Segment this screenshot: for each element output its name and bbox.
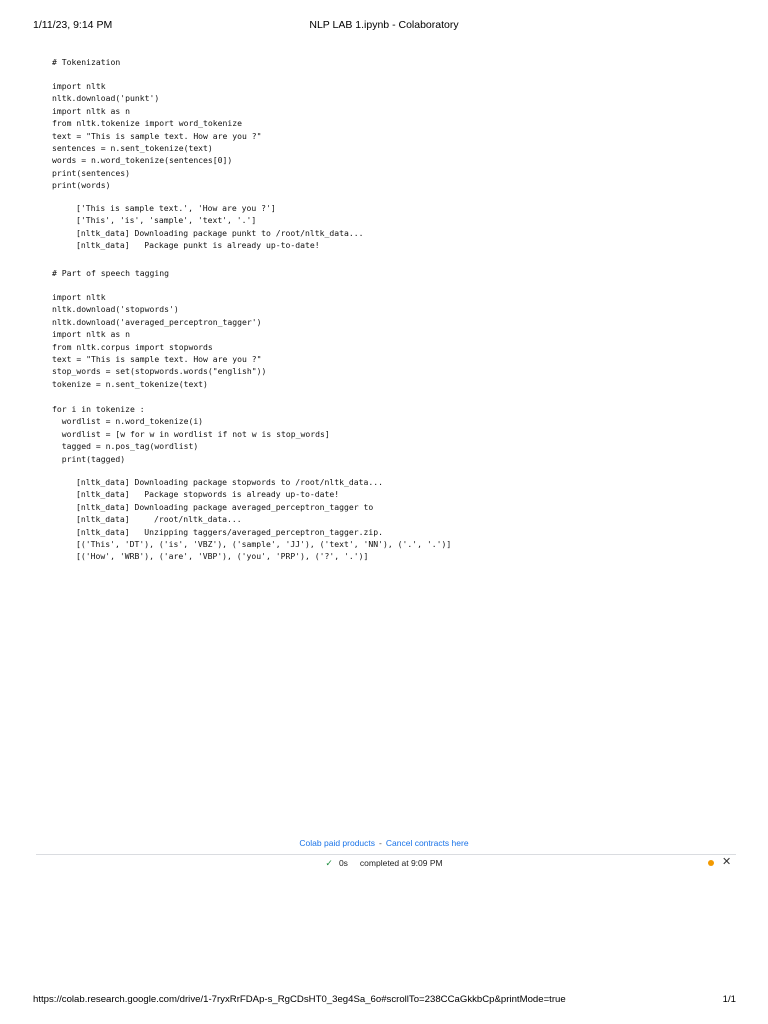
- print-header-date: 1/11/23, 9:14 PM: [33, 19, 113, 31]
- code-line: [nltk_data] Unzipping taggers/averaged_perceptron_tagger.zip.: [76, 526, 383, 537]
- code-cell-pos-tagging[interactable]: [52, 291, 266, 390]
- code-line: import nltk as n: [52, 329, 130, 340]
- execution-status: [0, 858, 768, 869]
- code-line: words = n.word_tokenize(sentences[0]): [52, 155, 233, 166]
- code-line: import nltk: [52, 292, 106, 302]
- code-line: # Part of speech tagging: [52, 268, 169, 278]
- print-header-title: NLP LAB 1.ipynb - Colaboratory: [309, 19, 459, 31]
- footer-divider: [36, 854, 736, 855]
- code-block: [52, 267, 169, 279]
- code-line: [nltk_data] Downloading package punkt to /root/nltk_data...: [76, 227, 364, 238]
- code-line: import nltk: [52, 81, 106, 91]
- code-line: [nltk_data] /root/nltk_data...: [76, 514, 242, 525]
- cancel-contracts-link[interactable]: Cancel contracts here: [385, 838, 469, 848]
- code-line: wordlist = n.word_tokenize(i): [52, 416, 204, 427]
- check-icon: ✓: [325, 858, 333, 868]
- print-footer-url: https://colab.research.google.com/drive/1-7ryxRrFDAp-s_RgCDsHT0_3eg4Sa_6o#scrollTo=238CCaGkkbCp&printMode=true: [33, 994, 566, 1005]
- code-line: [('This', 'DT'), ('is', 'VBZ'), ('sample', 'JJ'), ('text', 'NN'), ('.', '.')]: [76, 538, 452, 549]
- code-block: [52, 80, 262, 192]
- footer-separator: -: [379, 838, 382, 848]
- code-line: [('How', 'WRB'), ('are', 'VBP'), ('you', 'PRP'), ('?', '.')]: [76, 551, 369, 562]
- code-cell-pos-comment[interactable]: [52, 267, 169, 279]
- code-block: [52, 56, 120, 68]
- code-line: print(words): [52, 180, 111, 191]
- output-loop: [76, 476, 451, 563]
- code-line: tokenize = n.sent_tokenize(text): [52, 378, 208, 389]
- code-line: [nltk_data] Downloading package averaged_perceptron_tagger to: [76, 501, 374, 512]
- code-line: sentences = n.sent_tokenize(text): [52, 142, 213, 153]
- code-line: ['This is sample text.', 'How are you ?']: [76, 203, 276, 213]
- close-icon[interactable]: ✕: [722, 856, 732, 868]
- code-line: print(tagged): [52, 453, 126, 464]
- output-block: [76, 202, 364, 252]
- code-line: nltk.download('averaged_perceptron_tagger'): [52, 316, 262, 327]
- code-line: # Tokenization: [52, 57, 121, 67]
- page-number: 1/1: [722, 994, 736, 1005]
- code-line: nltk.download('punkt'): [52, 93, 160, 104]
- code-cell-loop[interactable]: [52, 403, 330, 465]
- code-cell-tokenization[interactable]: [52, 80, 262, 192]
- code-line: [nltk_data] Downloading package stopwords to /root/nltk_data...: [76, 477, 383, 487]
- code-line: print(sentences): [52, 167, 130, 178]
- completion-text: completed at 9:09 PM: [359, 858, 443, 868]
- code-line: import nltk as n: [52, 105, 130, 116]
- code-line: [nltk_data] Package stopwords is already up-to-date!: [76, 489, 340, 500]
- code-line: text = "This is sample text. How are you ?": [52, 130, 262, 141]
- output-tokenization: [76, 202, 364, 252]
- code-line: stop_words = set(stopwords.words("english")): [52, 366, 267, 377]
- code-block: [52, 403, 330, 465]
- execution-time: 0s: [338, 858, 348, 868]
- code-line: tagged = n.pos_tag(wordlist): [52, 441, 199, 452]
- code-line: [nltk_data] Package punkt is already up-to-date!: [76, 240, 320, 251]
- code-line: ['This', 'is', 'sample', 'text', '.']: [76, 215, 257, 226]
- code-line: text = "This is sample text. How are you ?": [52, 353, 262, 364]
- footer-links: [0, 838, 768, 848]
- status-dot-icon: [708, 860, 714, 866]
- code-line: from nltk.corpus import stopwords: [52, 341, 213, 352]
- code-line: nltk.download('stopwords'): [52, 304, 179, 315]
- code-cell-tokenization-comment[interactable]: [52, 56, 120, 68]
- code-block: [52, 291, 266, 390]
- code-line: from nltk.tokenize import word_tokenize: [52, 118, 243, 129]
- colab-paid-products-link[interactable]: Colab paid products: [299, 838, 376, 848]
- code-line: for i in tokenize :: [52, 404, 145, 414]
- code-line: wordlist = [w for w in wordlist if not w is stop_words]: [52, 428, 330, 439]
- output-block: [76, 476, 451, 563]
